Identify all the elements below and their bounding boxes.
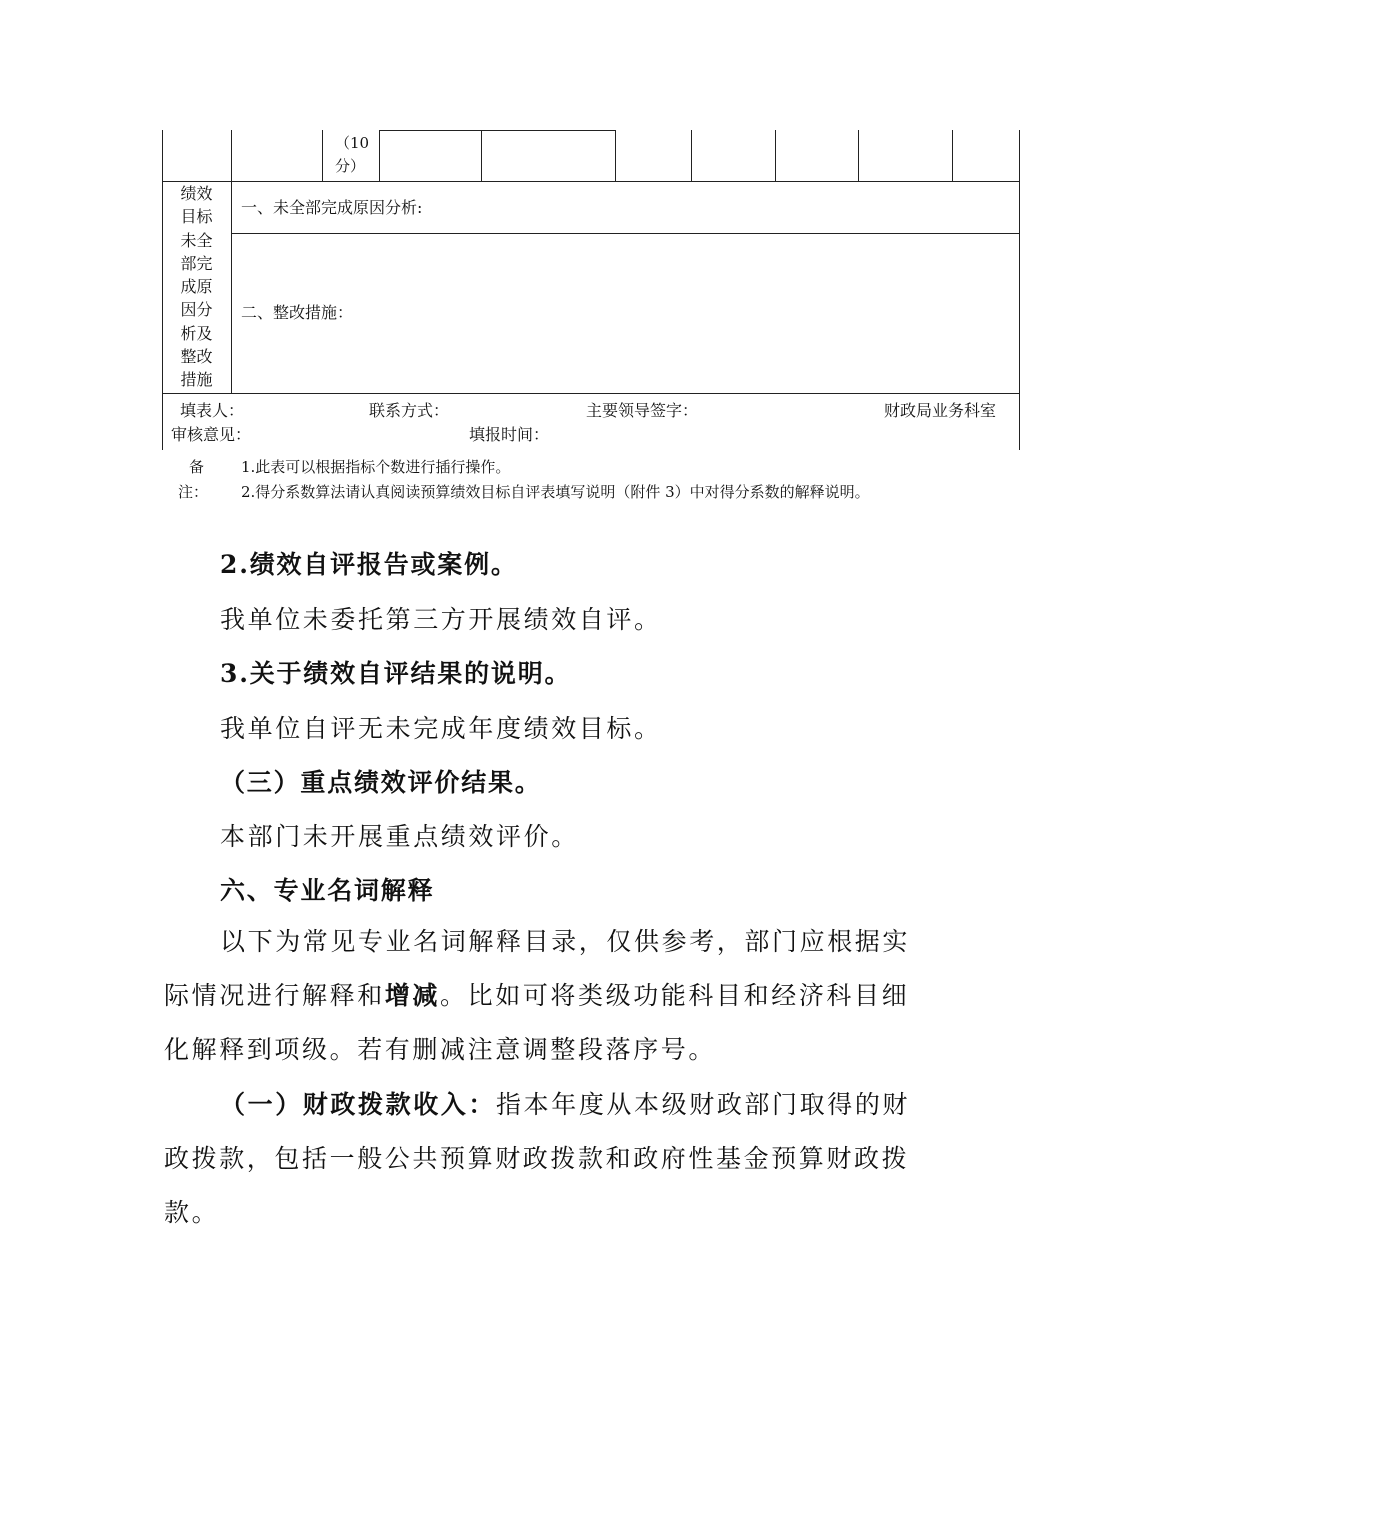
contact-label: 联系方式： [369,401,450,420]
note-item-1: 1.此表可以根据指标个数进行插行操作。 [241,458,511,476]
paragraph-third-party: 我单位未委托第三方开展绩效自评。 [220,605,662,634]
table-row-line [162,393,1020,394]
table-divider [379,130,380,181]
table-divider [858,130,859,181]
heading-key-evaluation: （三）重点绩效评价结果。 [220,768,542,797]
paragraph-key-evaluation: 本部门未开展重点绩效评价。 [220,822,579,851]
review-opinion-label: 审核意见： [171,425,252,444]
note-item-2: 2.得分系数算法请认真阅读预算绩效目标自评表填写说明（附件 3）中对得分系数的解释说明。 [241,483,870,501]
table-divider [691,130,692,181]
table-divider [322,130,323,181]
leader-sign-label: 主要领导签字： [586,401,699,420]
emphasis-text: 增减 [384,981,441,1010]
finance-office-label: 财政局业务科室 [884,401,997,420]
reason-analysis-label: 一、未全部完成原因分析: [241,198,423,217]
table-row-line [162,181,1020,182]
analysis-side-label: 绩效 目标 未全 部完 成原 因分 析及 整改 措施 [180,184,213,390]
term-title: （一）财政拨款收入： [220,1090,497,1119]
score-cell-line-2: 分） [335,157,366,175]
paragraph-term-fiscal-appropriation: （一）财政拨款收入：指本年度从本级财政部门取得的财政拨款，包括一般公共预算财政拨款和政府性基金预算财政拨款。 [164,1090,911,1227]
paragraph-terms-intro: 以下为常见专业名词解释目录，仅供参考，部门应根据实际情况进行解释和增减。比如可将类级功能科目和经济科目细化解释到项级。若有删减注意调整段落序号。 [164,927,911,1064]
table-cell-top [379,130,616,131]
rectification-measures-label: 二、整改措施： [241,303,354,322]
heading-self-evaluation-report: 2.绩效自评报告或案例。 [220,550,518,579]
fill-time-label: 填报时间： [469,425,550,444]
self-evaluation-form-table [162,130,1020,450]
table-border-right [1019,130,1020,450]
table-divider [231,130,232,393]
paragraph-results: 我单位自评无未完成年度绩效目标。 [220,714,662,743]
table-row-line [231,233,1020,234]
table-divider [952,130,953,181]
notes-label-1: 备 [189,458,205,476]
score-cell-line-1: （10 [335,134,370,152]
table-divider [481,130,482,181]
notes-label-2: 注： [178,483,209,501]
heading-self-evaluation-results: 3.关于绩效自评结果的说明。 [220,659,572,688]
table-divider [775,130,776,181]
heading-terms: 六、专业名词解释 [220,876,435,905]
filler-label: 填表人： [180,401,245,420]
table-divider [615,130,616,181]
